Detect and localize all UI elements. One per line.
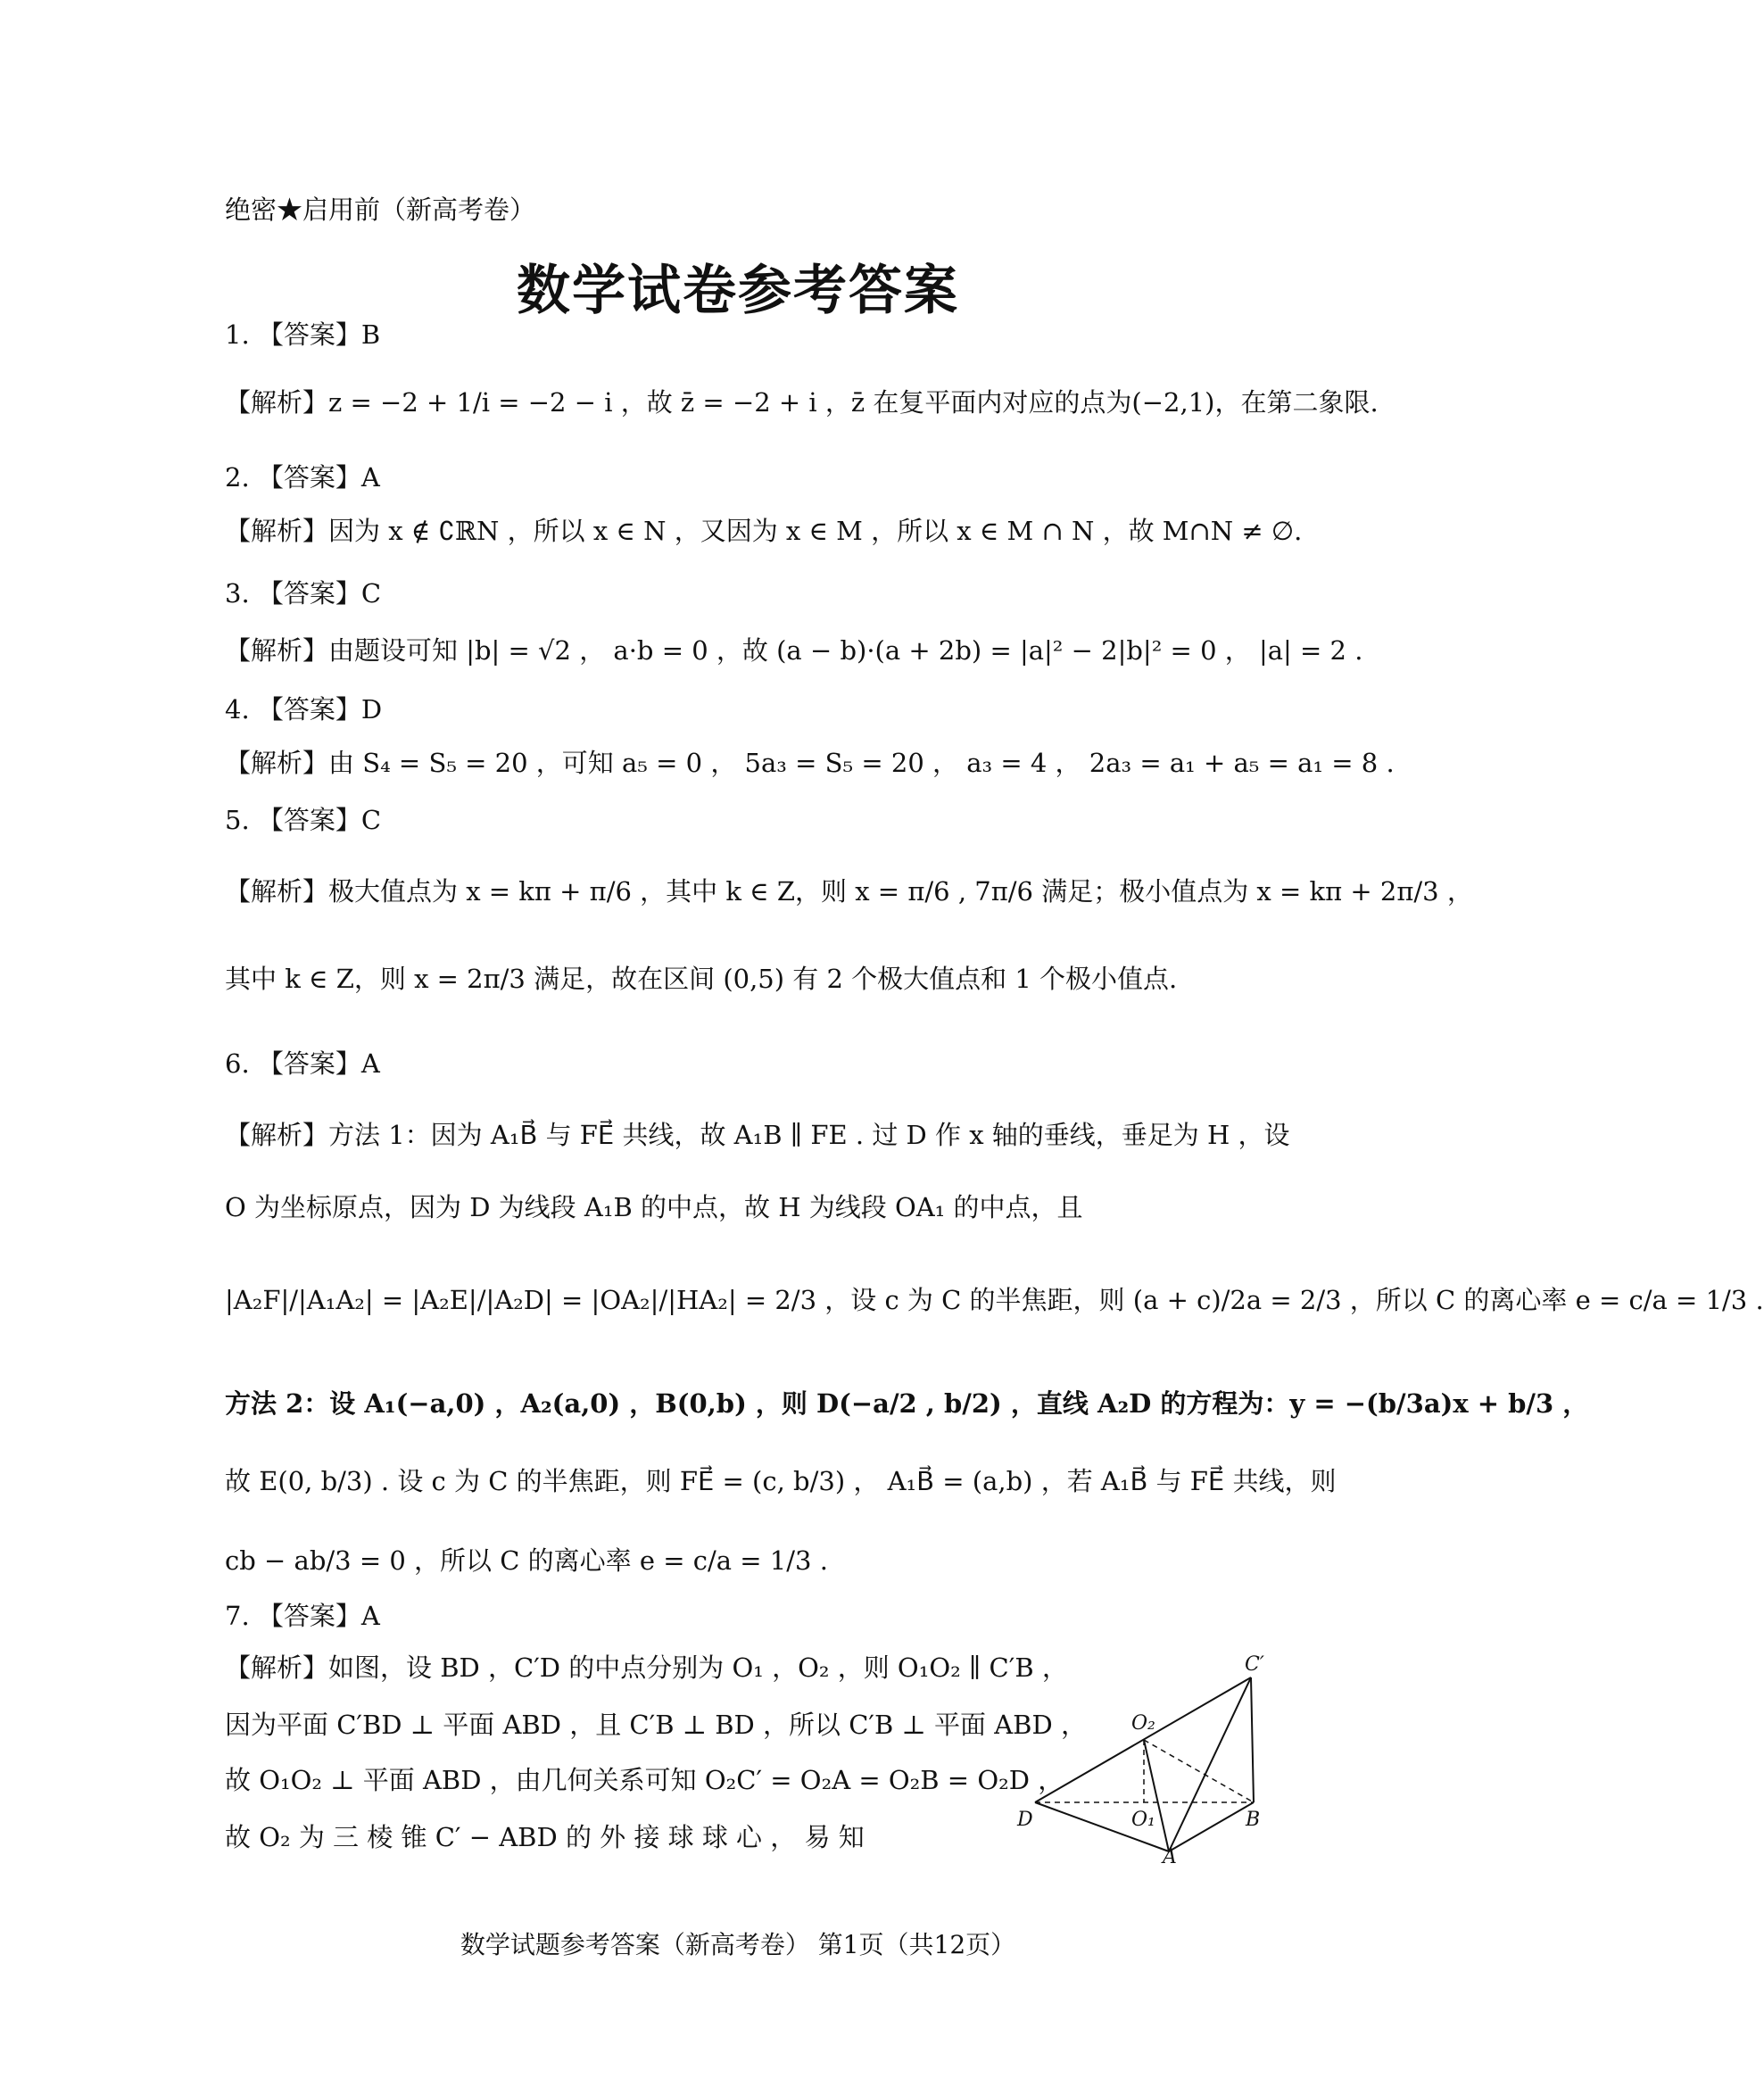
analysis-line: 【解析】如图，设 BD ，C′D 的中点分别为 O₁ ，O₂ ，则 O₁O₂ ∥ C′B ，	[225, 1652, 1068, 1683]
analysis-line: 故 E(0, b/3) . 设 c 为 C 的半焦距，则 FE⃗ = (c, b/3) ， A₁B⃗ = (a,b) ，若 A₁B⃗ 与 FE⃗ 共线，则	[225, 1466, 1337, 1496]
analysis-line: 【解析】方法 1：因为 A₁B⃗ 与 FE⃗ 共线，故 A₁B ∥ FE . 过 D 作 x 轴的垂线，垂足为 H ，设	[225, 1120, 1290, 1150]
analysis-line: 【解析】由 S₄ = S₅ = 20 ，可知 a₅ = 0 ， 5a₃ = S₅ = 20 ， a₃ = 4 ， 2a₃ = a₁ + a₅ = a₁ = 8 .	[225, 748, 1395, 778]
analysis-line: 【解析】z = −2 + 1/i = −2 − i ，故 z̄ = −2 + i ，z̄ 在复平面内对应的点为(−2,1)，在第二象限.	[225, 387, 1379, 418]
analysis-line: 方法 2：设 A₁(−a,0) ，A₂(a,0) ，B(0,b) ，则 D(−a/2 , b/2) ，直线 A₂D 的方程为：y = −(b/3a)x + b/3 ，	[225, 1388, 1589, 1419]
analysis-line: |A₂F|/|A₁A₂| = |A₂E|/|A₂D| = |OA₂|/|HA₂| = 2/3 ，设 c 为 C 的半焦距，则 (a + c)/2a = 2/3 ，所以 C 的离心率 e = c/a = 1/3 .	[225, 1285, 1764, 1315]
label-a: A	[1163, 1846, 1177, 1868]
tetrahedron-diagram	[1017, 1651, 1285, 1868]
analysis-line: 故 O₂ 为 三 棱 锥 C′ − ABD 的 外 接 球 球 心 ， 易 知	[225, 1822, 865, 1852]
page-footer: 数学试题参考答案（新高考卷） 第1页（共12页）	[460, 1930, 1016, 1959]
confidential-header: 绝密★启用前（新高考卷）	[225, 195, 536, 225]
label-o1: O₁	[1131, 1809, 1155, 1831]
answer-line: 3. 【答案】C	[225, 578, 382, 609]
answer-line: 6. 【答案】A	[225, 1048, 380, 1079]
analysis-line: 故 O₁O₂ ⊥ 平面 ABD ，由几何关系可知 O₂C′ = O₂A = O₂B = O₂D ，	[225, 1765, 1064, 1795]
analysis-line: cb − ab/3 = 0 ，所以 C 的离心率 e = c/a = 1/3 .	[225, 1545, 828, 1576]
answer-line: 1. 【答案】B	[225, 319, 381, 350]
label-b: B	[1246, 1809, 1261, 1831]
analysis-line: 因为平面 C′BD ⊥ 平面 ABD ，且 C′B ⊥ BD ，所以 C′B ⊥ 平面 ABD ，	[225, 1710, 1087, 1740]
analysis-line: O 为坐标原点，因为 D 为线段 A₁B 的中点，故 H 为线段 OA₁ 的中点，且	[225, 1192, 1083, 1222]
answer-line: 2. 【答案】A	[225, 462, 380, 493]
answer-line: 7. 【答案】A	[225, 1601, 380, 1631]
analysis-line: 【解析】因为 x ∉ ∁ℝN ，所以 x ∈ N ，又因为 x ∈ M ，所以 x ∈ M ∩ N ，故 M∩N ≠ ∅.	[225, 516, 1303, 546]
analysis-line: 其中 k ∈ Z，则 x = 2π/3 满足，故在区间 (0,5) 有 2 个极大值点和 1 个极小值点.	[225, 964, 1178, 994]
answer-line: 5. 【答案】C	[225, 805, 382, 835]
label-d: D	[1017, 1809, 1033, 1831]
label-o2: O₂	[1131, 1712, 1155, 1735]
label-c-prime: C′	[1245, 1653, 1264, 1676]
page-title: 数学试卷参考答案	[517, 260, 959, 322]
analysis-line: 【解析】由题设可知 |b| = √2 ， a·b = 0 ，故 (a − b)·(a + 2b) = |a|² − 2|b|² = 0 ， |a| = 2 .	[225, 635, 1363, 666]
analysis-line: 【解析】极大值点为 x = kπ + π/6 ，其中 k ∈ Z，则 x = π/6 , 7π/6 满足；极小值点为 x = kπ + 2π/3 ，	[225, 876, 1473, 907]
answer-line: 4. 【答案】D	[225, 694, 383, 725]
